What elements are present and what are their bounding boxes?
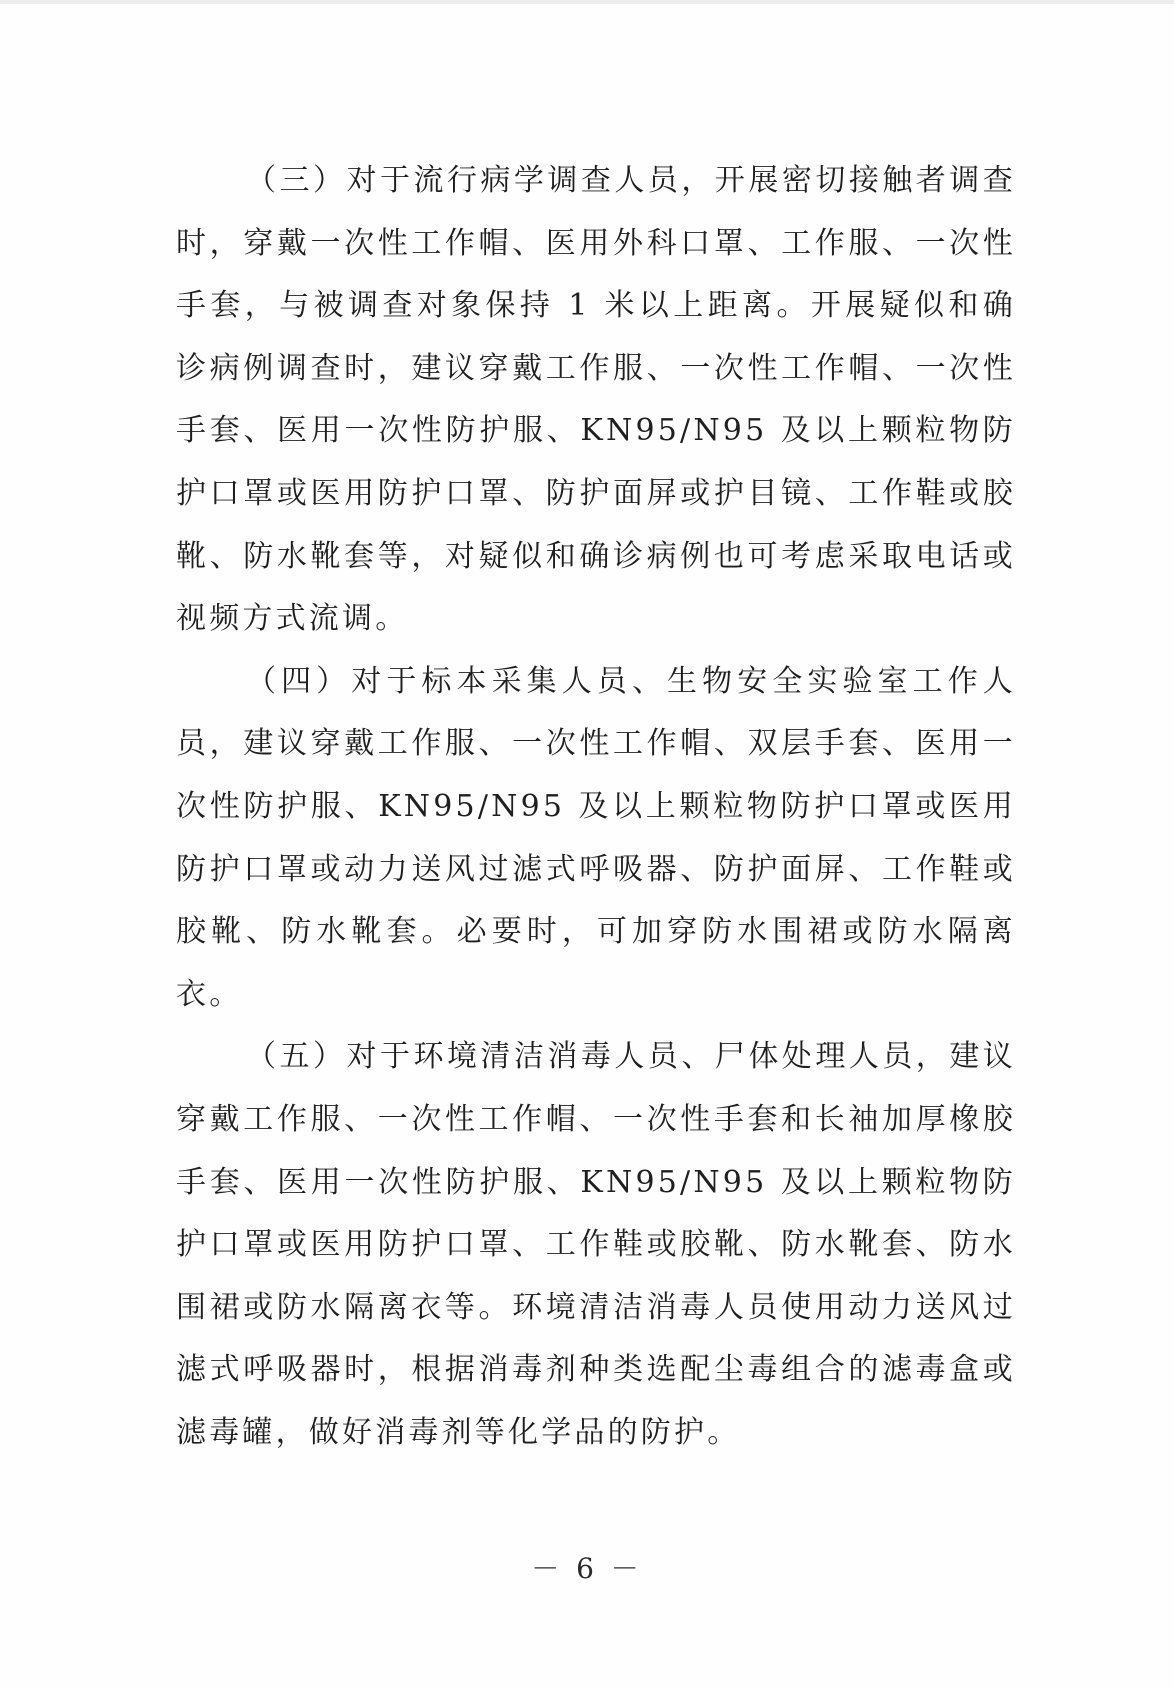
paragraph-section-4: （四）对于标本采集人员、生物安全实验室工作人员，建议穿戴工作服、一次性工作帽、双层手套、医用一次性防护服、KN95/N95 及以上颗粒物防护口罩或医用防护口罩或动力送风过滤式呼吸器、防护面屏、工作鞋或胶靴、防水靴套。必要时，可加穿防水围裙或防水隔离衣。 [176, 663, 1016, 1012]
paragraph-section-5: （五）对于环境清洁消毒人员、尸体处理人员，建议穿戴工作服、一次性工作帽、一次性手套和长袖加厚橡胶手套、医用一次性防护服、KN95/N95 及以上颗粒物防护口罩或医用防护口罩、工作鞋或胶靴、防水靴套、防水围裙或防水隔离衣等。环境清洁消毒人员使用动力送风过滤式呼吸器时，根据消毒剂种类选配尘毒组合的滤毒盒或滤毒罐，做好消毒剂等化学品的防护。 [176, 1039, 1016, 1450]
document-body [176, 150, 1016, 1464]
page-number: － 6 － [531, 1552, 643, 1585]
scan-edge [0, 0, 1174, 4]
paragraph-section-3: （三）对于流行病学调查人员，开展密切接触者调查时，穿戴一次性工作帽、医用外科口罩、工作服、一次性手套，与被调查对象保持 1 米以上距离。开展疑似和确诊病例调查时，建议穿戴工作服、一次性工作帽、一次性手套、医用一次性防护服、KN95/N95 及以上颗粒物防护口罩或医用防护口罩、防护面屏或护目镜、工作鞋或胶靴、防水靴套等，对疑似和确诊病例也可考虑采取电话或视频方式流调。 [176, 163, 1016, 637]
